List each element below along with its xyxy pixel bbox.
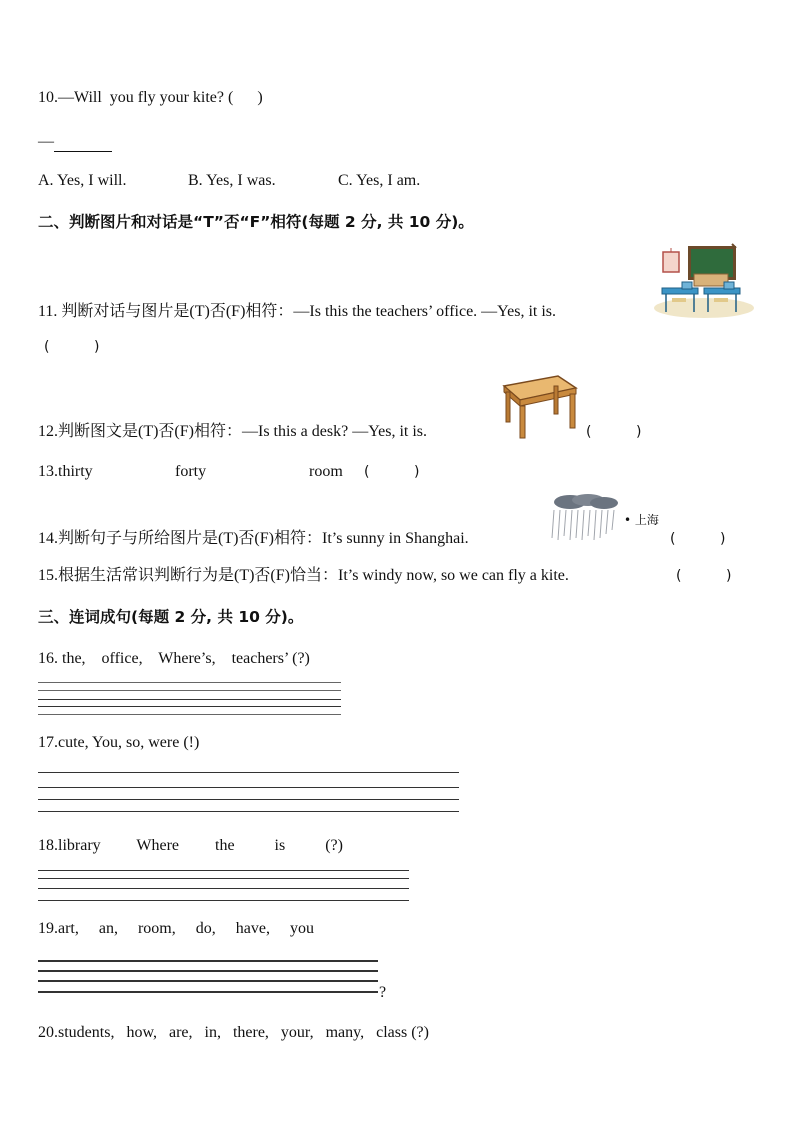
- q12-text: 12.判断图文是(T)否(F)相符：—Is this a desk? —Yes, it is.: [38, 423, 428, 440]
- q12-answer-paren[interactable]: ( ): [586, 424, 642, 440]
- q10-answer-dash: —: [38, 133, 54, 150]
- q16-words: 16. the, office, Where’s, teachers’ (?): [38, 650, 310, 667]
- q17-words: 17.cute, You, so, were (!): [38, 734, 200, 751]
- q11-text: 11. 判断对话与图片是(T)否(F)相符：—Is this the teachers’ office. —Yes, it is.: [38, 303, 557, 320]
- section3-heading: 三、连词成句(每题 2 分, 共 10 分)。: [38, 608, 304, 626]
- q18-words: 18.library Where the is (?): [38, 837, 343, 854]
- q13-word-3: room: [309, 463, 343, 480]
- q14-answer-paren[interactable]: ( ): [670, 531, 726, 547]
- section2-heading: 二、判断图片和对话是“T”否“F”相符(每题 2 分, 共 10 分)。: [38, 213, 474, 231]
- q10-blank[interactable]: [54, 137, 112, 152]
- q20-words: 20.students, how, are, in, there, your, many, class (?): [38, 1024, 429, 1041]
- q13-word-1: 13.thirty: [38, 463, 93, 480]
- q13-answer-paren[interactable]: ( ): [364, 464, 420, 480]
- q15-answer-paren[interactable]: ( ): [676, 568, 732, 584]
- desk-picture: [498, 372, 578, 440]
- q14-map-label: • 上海: [624, 513, 659, 527]
- classroom-picture: [654, 244, 754, 318]
- q14-text: 14.判断句子与所给图片是(T)否(F)相符：It’s sunny in Shanghai.: [38, 530, 469, 547]
- q19-question-mark: ?: [379, 984, 387, 1001]
- q10-answer-line: [38, 132, 112, 152]
- q13-word-2: forty: [175, 463, 207, 480]
- q11-answer-paren[interactable]: ( ): [44, 339, 100, 355]
- q19-words: 19.art, an, room, do, have, you: [38, 920, 314, 937]
- q10-option-c: C. Yes, I am.: [338, 172, 421, 189]
- q10-option-a: A. Yes, I will.: [38, 172, 127, 189]
- q15-text: 15.根据生活常识判断行为是(T)否(F)恰当：It’s windy now, so we can fly a kite.: [38, 567, 569, 584]
- rain-weather-picture: [548, 494, 622, 544]
- q10-option-b: B. Yes, I was.: [188, 172, 276, 189]
- q10-question: 10.—Will you fly your kite? ( ): [38, 89, 263, 106]
